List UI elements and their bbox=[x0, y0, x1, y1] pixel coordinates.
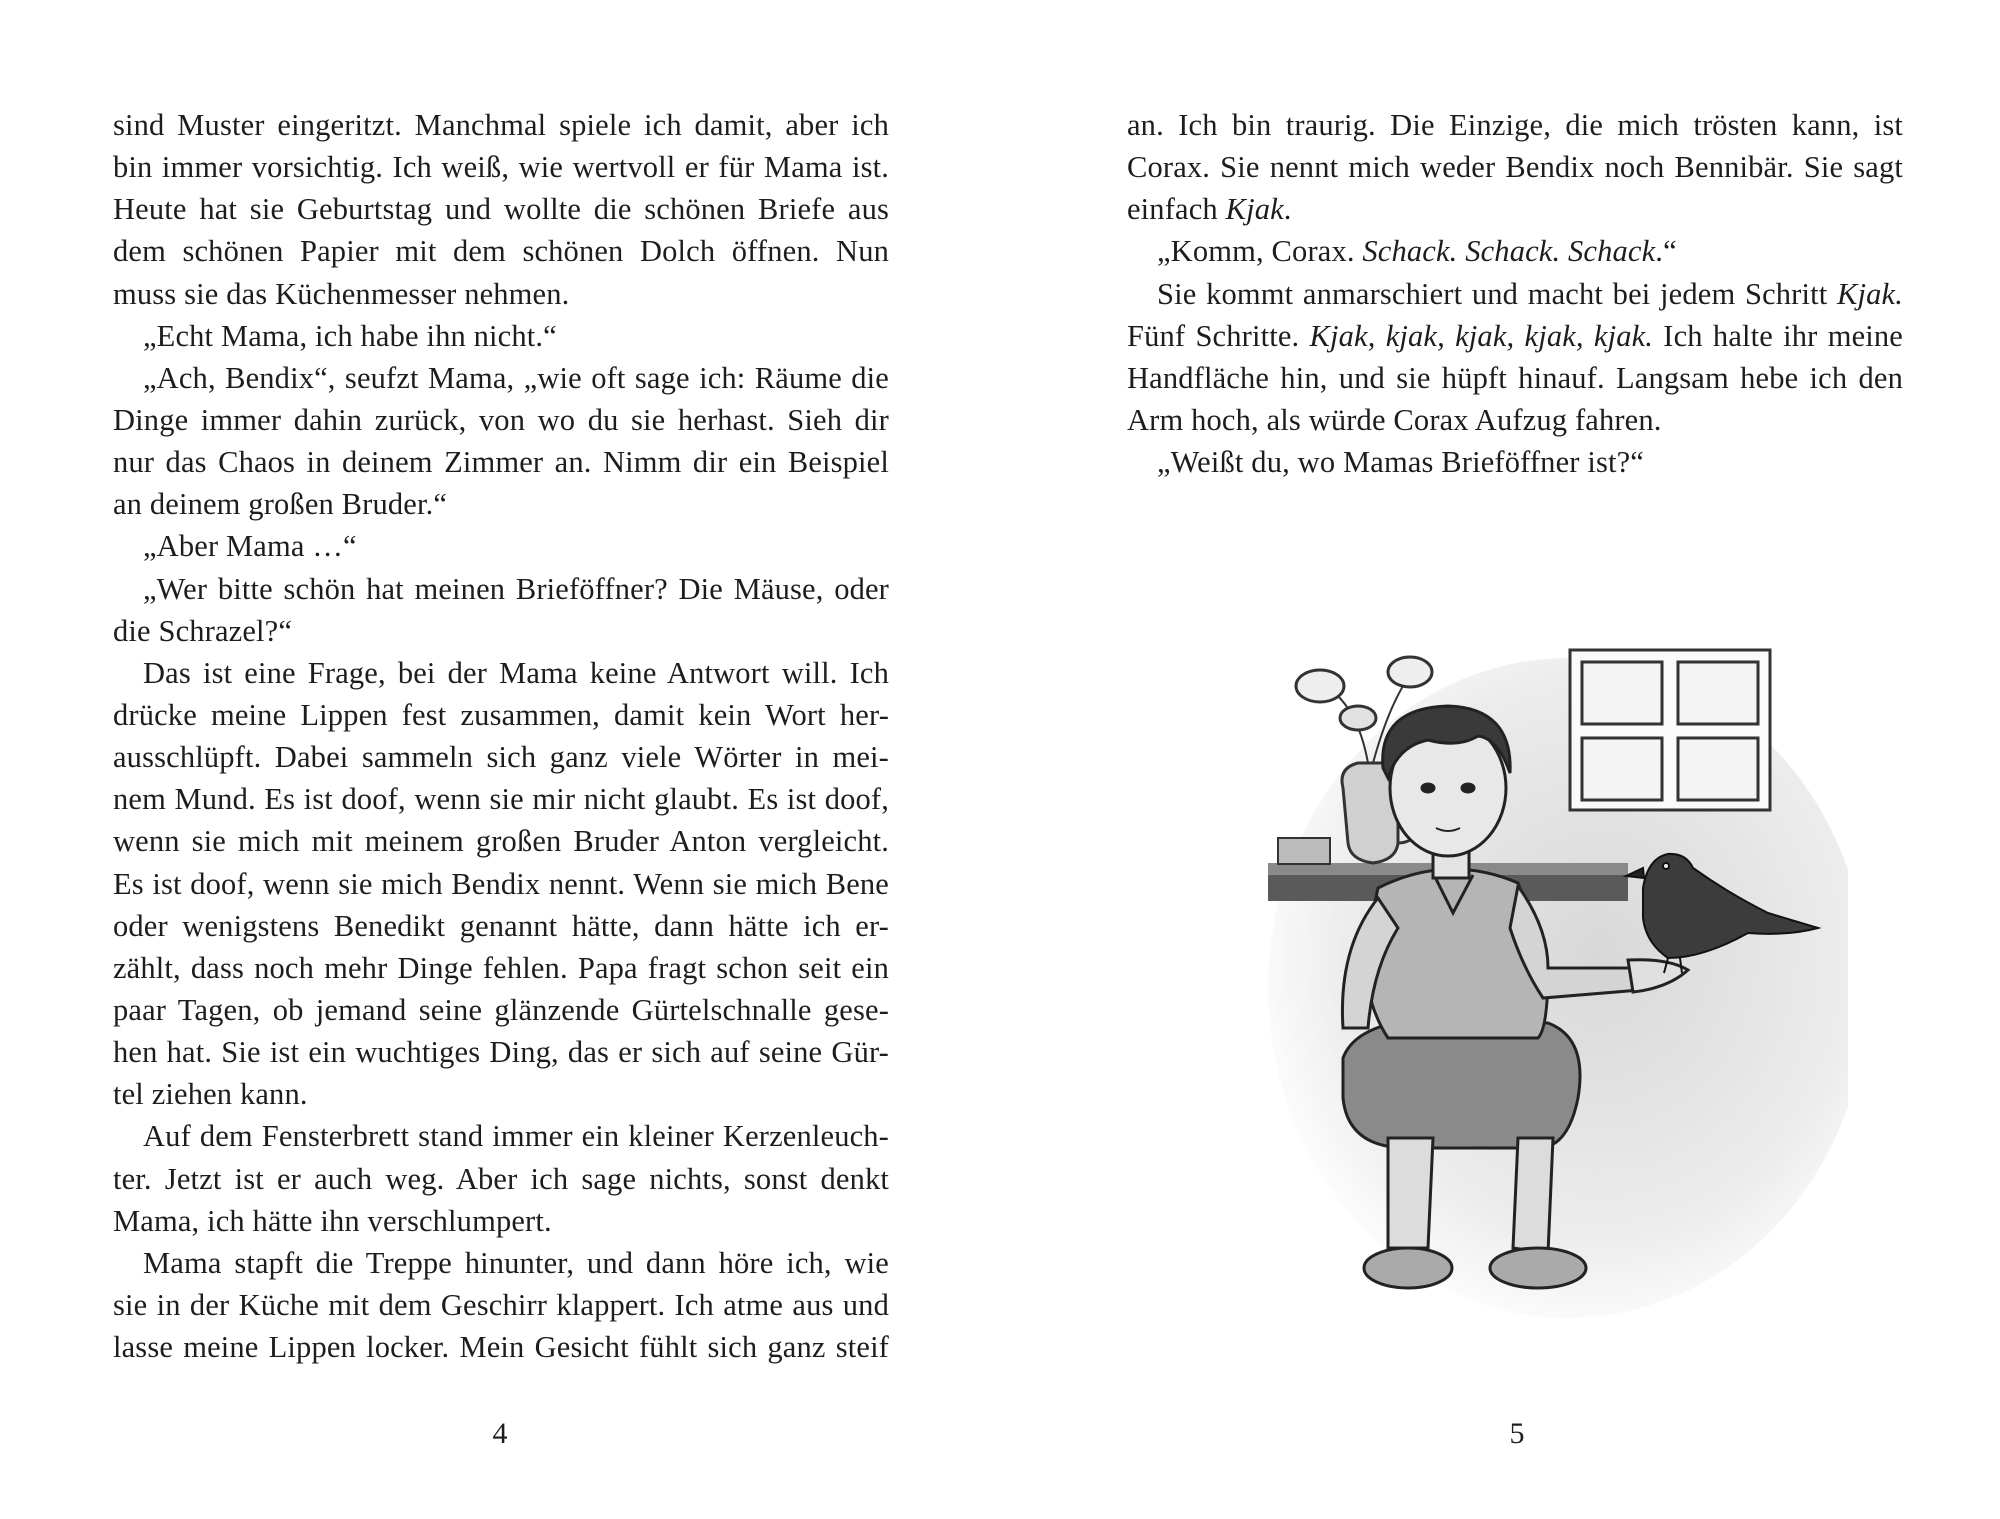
text-line: Das ist eine Frage, bei der Mama keine Antwort will. Ich bbox=[143, 655, 889, 690]
text-line: „Wer bitte schön hat meinen Brieföffner? Die Mäuse, oder bbox=[143, 571, 889, 606]
text-line: dem schönen Papier mit dem schönen Dolch öffnen. Nun bbox=[113, 234, 889, 269]
text-line: die Schrazel?“ bbox=[113, 613, 293, 648]
text-line: Arm hoch, als würde Corax Aufzug fahren. bbox=[1127, 402, 1662, 437]
text-line: oder wenigstens Benedikt genannt hätte, dann hätte ich er- bbox=[113, 908, 889, 943]
text-line: tel ziehen kann. bbox=[113, 1077, 308, 1112]
window-icon bbox=[1570, 650, 1770, 810]
page-number-left: 4 bbox=[492, 1417, 508, 1450]
text-line: zählt, dass noch mehr Dinge fehlen. Papa fragt schon seit ein bbox=[113, 950, 889, 985]
text-line: sind Muster eingeritzt. Manchmal spiele ich damit, aber ich bbox=[113, 108, 889, 142]
text-line: sie in der Küche mit dem Geschirr klappert. Ich atme aus und bbox=[113, 1287, 889, 1322]
text-line: paar Tagen, ob jemand seine glänzende Gürtelschnalle gese- bbox=[113, 992, 889, 1027]
text-line: bin immer vorsichtig. Ich weiß, wie wertvoll er für Mama ist. bbox=[113, 150, 889, 185]
text-line: einfach Kjak. bbox=[1127, 192, 1292, 227]
small-box bbox=[1278, 838, 1330, 864]
text-line: „Komm, Corax. Schack. Schack. Schack.“ bbox=[1157, 234, 1677, 269]
text-line: nur das Chaos in deinem Zimmer an. Nimm dir ein Beispiel bbox=[113, 445, 889, 480]
boy-with-crow-illustration bbox=[1248, 628, 1848, 1318]
text-line: „Echt Mama, ich habe ihn nicht.“ bbox=[143, 318, 557, 353]
text-line: Corax. Sie nennt mich weder Bendix noch Bennibär. Sie sagt bbox=[1127, 150, 1903, 185]
text-line: wenn sie mich mit meinem großen Bruder Anton vergleicht. bbox=[113, 824, 889, 859]
text-line: an deinem großen Bruder.“ bbox=[113, 487, 448, 522]
text-line: ter. Jetzt ist er auch weg. Aber ich sage nichts, sonst denkt bbox=[113, 1161, 889, 1196]
text-line: Heute hat sie Geburtstag und wollte die schönen Briefe aus bbox=[113, 192, 889, 227]
page-number-right: 5 bbox=[1509, 1417, 1525, 1450]
text-line: Dinge immer dahin zurück, von wo du sie herhast. Sieh dir bbox=[113, 402, 889, 437]
text-line: Fünf Schritte. Kjak, kjak, kjak, kjak, kjak. Ich halte ihr meine bbox=[1127, 318, 1903, 353]
text-line: Auf dem Fensterbrett stand immer ein kleiner Kerzenleuch- bbox=[143, 1119, 889, 1154]
right-page-text bbox=[1127, 104, 1903, 483]
text-line: „Aber Mama …“ bbox=[143, 529, 357, 564]
text-line: Sie kommt anmarschiert und macht bei jedem Schritt Kjak. bbox=[1157, 276, 1903, 311]
text-line: „Weißt du, wo Mamas Brieföffner ist?“ bbox=[1157, 445, 1644, 480]
text-line: Mama stapft die Treppe hinunter, und dann höre ich, wie bbox=[143, 1245, 889, 1280]
text-line: hen hat. Sie ist ein wuchtiges Ding, das er sich auf seine Gür- bbox=[113, 1035, 889, 1070]
text-line: Handfläche hin, und sie hüpft hinauf. Langsam hebe ich den bbox=[1127, 360, 1903, 395]
text-line: „Ach, Bendix“, seufzt Mama, „wie oft sage ich: Räume die bbox=[143, 360, 889, 395]
text-line: an. Ich bin traurig. Die Einzige, die mich trösten kann, ist bbox=[1127, 108, 1903, 142]
text-line: muss sie das Küchenmesser nehmen. bbox=[113, 276, 570, 311]
text-line: ausschlüpft. Dabei sammeln sich ganz viele Wörter in mei- bbox=[113, 740, 889, 775]
text-line: nem Mund. Es ist doof, wenn sie mir nicht glaubt. Es ist doof, bbox=[113, 782, 889, 817]
text-line: Mama, ich hätte ihn verschlumpert. bbox=[113, 1203, 552, 1238]
text-line: drücke meine Lippen fest zusammen, damit kein Wort her- bbox=[113, 697, 889, 732]
text-line: lasse meine Lippen locker. Mein Gesicht fühlt sich ganz steif bbox=[113, 1330, 889, 1365]
text-line: Es ist doof, wenn sie mich Bendix nennt. Wenn sie mich Bene bbox=[113, 866, 889, 901]
left-page-text bbox=[113, 104, 889, 1368]
